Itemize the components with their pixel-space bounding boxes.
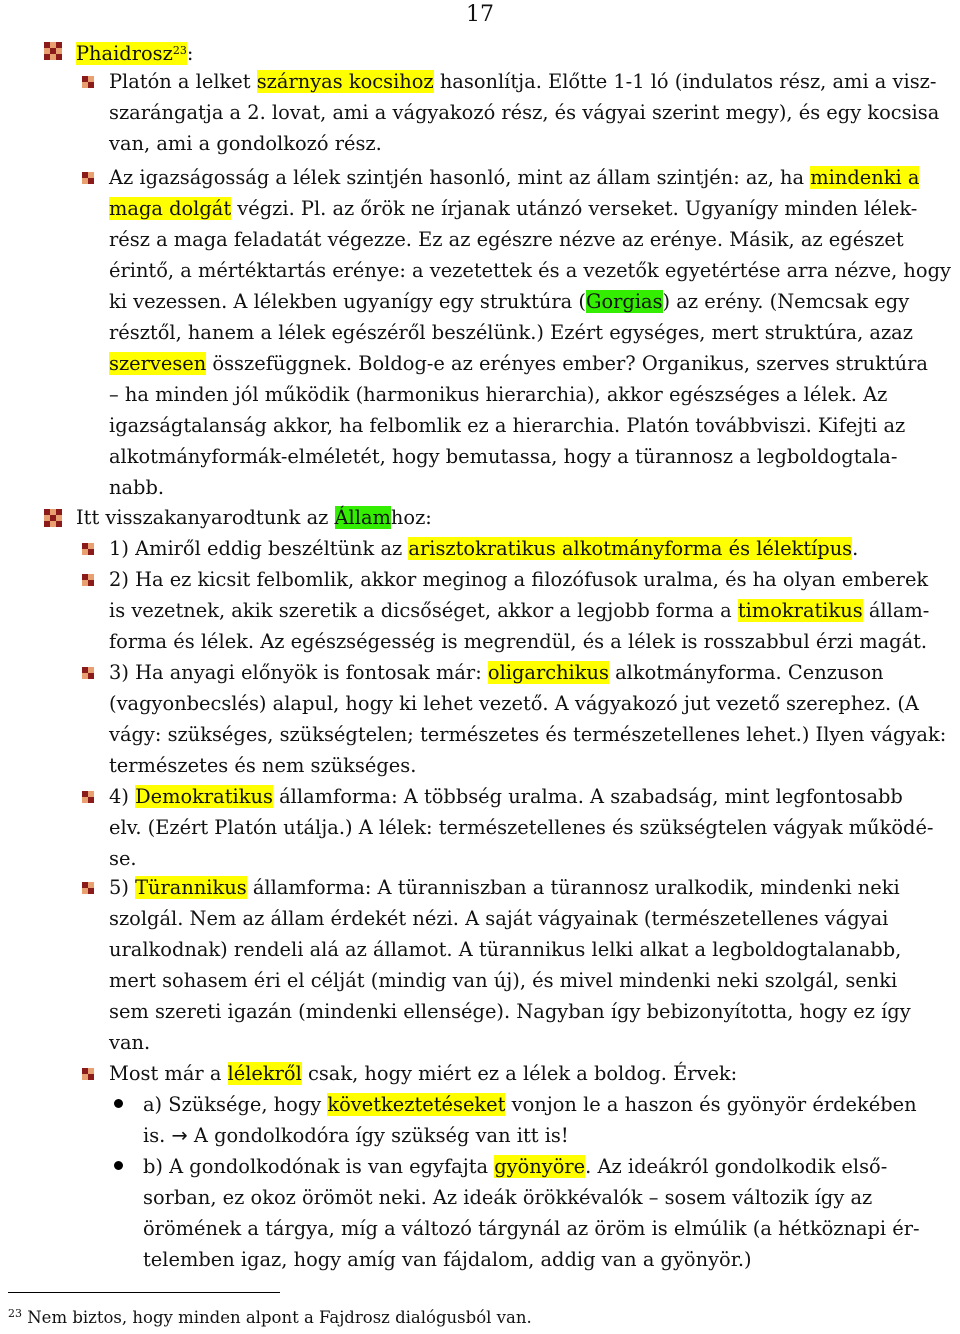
text-segment: Az igazságosság a lélek szintjén hasonló, mint az állam szintjén: az, ha [109,166,811,189]
text-line [109,286,909,317]
text-line [109,872,900,903]
highlighted-term: szervesen [109,352,207,375]
text-segment: se. [109,847,137,870]
text-segment: uralkodnak) rendeli alá az államot. A türannikus lelki alkat a legboldogtalanabb, [109,938,902,961]
text-segment: is. [143,1124,172,1147]
text-segment: . Az ideákról gondolkodik első- [585,1155,888,1178]
text-line [109,1058,737,1089]
text-segment: (vagyonbecslés) alapul, hogy ki lehet vezető. A vágyakozó jut vezető szerephez. (A [109,692,919,715]
highlighted-term: oligarchikus [487,661,609,684]
text-segment: van. [109,1031,151,1054]
highlighted-term: Gorgias [585,290,663,313]
heading-text: 23 [172,44,187,57]
text-line [109,719,946,750]
text-segment: nabb. [109,476,165,499]
section-heading [76,502,432,533]
highlighted-term: szárnyas kocsihoz [256,70,434,93]
text-segment: 5) [109,876,136,899]
heading-text: hoz: [390,506,432,529]
text-segment: sorban, ez okoz örömöt neki. Az ideák örökkévalók – sosem változik így az [143,1186,873,1209]
text-segment: is vezetnek, akik szeretik a dicsőséget, akkor a legjobb forma a [109,599,738,622]
text-line [109,255,951,286]
item-bullet-icon [82,664,94,676]
text-line [143,1182,872,1213]
text-line [109,903,888,934]
text-segment: A gondolkodóra így szükség van itt is! [187,1124,569,1147]
text-segment: résztől, hanem a lélek egészéről beszélünk.) Ezért egységes, mert struktúra, azaz [109,321,913,344]
text-line [109,626,927,657]
text-segment: elv. (Ezért Platón utálja.) A lélek: természetellenes és szükségtelen vágyak működé- [109,816,934,839]
text-segment: rész a maga feladatát végezze. Ez az egészre nézve az erénye. Másik, az egészet [109,228,904,251]
section-bullet-icon [44,42,62,60]
text-segment: . [852,537,859,560]
text-segment: a) Szüksége, hogy [143,1093,328,1116]
text-line [109,533,858,564]
text-line [109,410,905,441]
text-segment: 2) Ha ez kicsit felbomlik, akkor meginog a filozófusok uralma, és ha olyan emberek [109,568,929,591]
text-segment: igazságtalanság akkor, ha felbomlik ez a hierarchia. Platón továbbviszi. Kifejti az [109,414,906,437]
highlighted-term: Demokratikus [135,785,273,808]
highlighted-term: mindenki a [810,166,920,189]
text-line [109,812,934,843]
text-line [109,128,382,159]
text-line [109,965,897,996]
text-segment: telemben igaz, hogy amíg van fájdalom, addig van a gyönyör.) [143,1248,752,1271]
heading-text: Phaidrosz [76,42,173,65]
item-bullet-icon [82,540,94,552]
text-segment: Platón a lelket [109,70,257,93]
highlighted-term: arisztokratikus alkotmányforma és lélektípus [408,537,853,560]
text-line [109,750,416,781]
section-heading [76,35,193,66]
text-segment: alkotmányforma. Cenzuson [608,661,884,684]
text-segment: vágy: szükséges, szükségtelen; természetes és természetellenes lehet.) Ilyen vágyak: [109,723,947,746]
highlighted-term: Türannikus [135,876,247,899]
text-segment: hasonlítja. Előtte 1-1 ló (indulatos rész, ami a visz- [433,70,937,93]
highlighted-term: gyönyöre [494,1155,586,1178]
text-line [109,224,904,255]
text-segment: ) az erény. (Nemcsak egy [662,290,910,313]
heading-text: : [186,42,194,65]
footnote [8,1307,532,1327]
text-line [143,1089,917,1120]
list-dot-icon [114,1099,123,1108]
text-line [109,162,919,193]
text-segment: örömének a tárgya, míg a változó tárgynál az öröm is elmúlik (a hétköznapi ér- [143,1217,920,1240]
text-line [109,781,903,812]
text-segment: b) A gondolkodónak is van egyfajta [143,1155,495,1178]
text-segment: végzi. Pl. az őrök ne írjanak utánzó verseket. Ugyanígy minden lélek- [231,197,918,220]
highlighted-term: következtetéseket [327,1093,506,1116]
arrow-icon: → [171,1124,188,1147]
footnote-rule [8,1292,280,1293]
text-line [109,66,936,97]
heading-text: Itt visszakanyarodtunk az [76,506,335,529]
text-line [143,1244,752,1275]
text-line [109,843,137,874]
text-line [109,996,911,1027]
text-segment: csak, hogy miért ez a lélek a boldog. Érvek: [301,1062,738,1085]
item-bullet-icon [82,169,94,181]
item-bullet-icon [82,73,94,85]
text-segment: 4) [109,785,136,808]
item-bullet-icon [82,571,94,583]
text-line [109,564,928,595]
item-bullet-icon [82,879,94,891]
text-segment: alkotmányformák-elméletét, hogy bemutassa, hogy a türannosz a legboldogtala- [109,445,898,468]
text-segment: szolgál. Nem az állam érdekét nézi. A saját vágyainak (természetellenes vágyai [109,907,889,930]
text-segment: vonjon le a haszon és gyönyör érdekében [505,1093,917,1116]
text-line [143,1151,887,1182]
page-number: 17 [466,2,494,27]
text-line [109,934,901,965]
text-segment: van, ami a gondolkozó rész. [109,132,382,155]
text-line [109,472,164,503]
text-line [109,193,917,224]
text-segment: forma és lélek. Az egészségesség is megrendül, és a lélek is rosszabbul érzi magát. [109,630,928,653]
text-segment: államforma: A türanniszban a türannosz uralkodik, mindenki neki [246,876,900,899]
text-segment: ki vezessen. A lélekben ugyanígy egy struktúra ( [109,290,586,313]
text-segment: államforma: A többség uralma. A szabadság, mint legfontosabb [272,785,903,808]
text-segment: érintő, a mértéktartás erénye: a vezetettek és a vezetők egyetértése arra nézve, hogy [109,259,951,282]
footnote-number: 23 [8,1307,22,1320]
text-line [109,688,919,719]
text-segment: összefüggnek. Boldog-e az erényes ember? Organikus, szerves struktúra [206,352,928,375]
heading-title [76,42,187,65]
text-segment: Most már a [109,1062,228,1085]
text-line [109,348,928,379]
highlighted-term: timokratikus [737,599,863,622]
text-segment: 3) Ha anyagi előnyök is fontosak már: [109,661,488,684]
text-line [143,1120,569,1151]
highlighted-term: maga dolgát [109,197,232,220]
text-line [109,1027,150,1058]
text-line [109,441,897,472]
text-segment: sem szereti igazán (mindenki ellensége). Nagyban így bebizonyította, hogy ez így [109,1000,911,1023]
text-segment: szarángatja a 2. lovat, ami a vágyakozó rész, és vágyai szerint megy), és egy kocsisa [109,101,940,124]
highlighted-term: lélekről [227,1062,302,1085]
footnote-text: Nem biztos, hogy minden alpont a Fajdrosz dialógusból van. [22,1308,532,1327]
item-bullet-icon [82,1065,94,1077]
text-segment: mert sohasem éri el célját (mindig van új), és mivel mindenki neki szolgál, senki [109,969,898,992]
text-line [109,97,939,128]
text-line [109,379,887,410]
text-line [143,1213,920,1244]
text-line [109,595,929,626]
text-segment: állam- [862,599,930,622]
text-line [109,657,884,688]
section-bullet-icon [44,509,62,527]
list-dot-icon [114,1161,123,1170]
text-segment: 1) Amiről eddig beszéltünk az [109,537,409,560]
text-segment: természetes és nem szükséges. [109,754,417,777]
item-bullet-icon [82,788,94,800]
heading-highlight: Állam [334,506,391,529]
text-segment: – ha minden jól működik (harmonikus hierarchia), akkor egészséges a lélek. Az [109,383,888,406]
text-line [109,317,913,348]
